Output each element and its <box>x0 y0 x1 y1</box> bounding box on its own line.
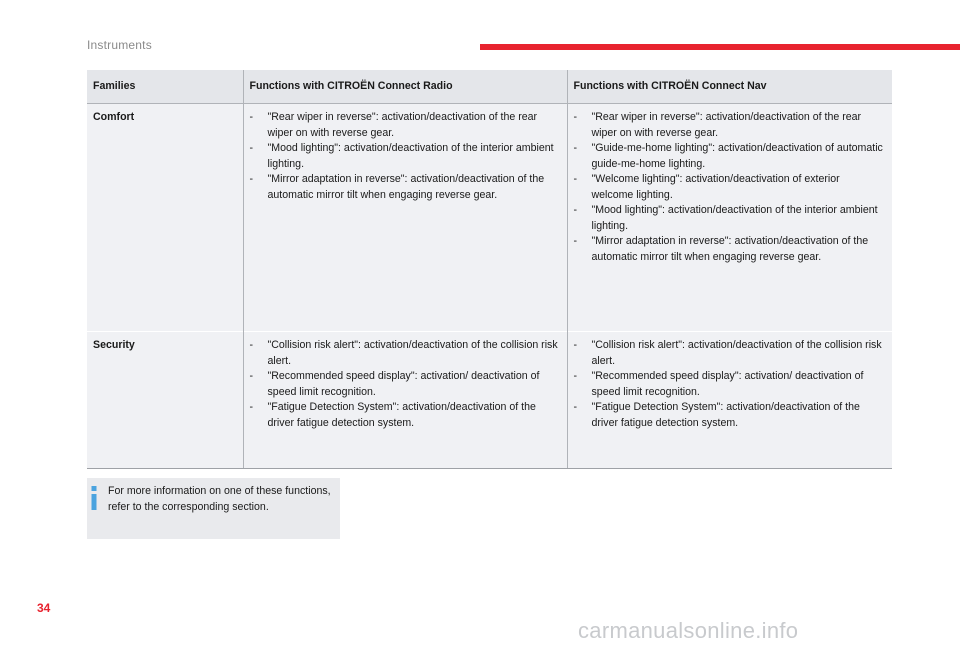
family-cell: Comfort <box>87 104 243 332</box>
list-item <box>574 110 885 141</box>
dash-marker: - <box>573 339 578 351</box>
item-text: "Fatigue Detection System": activation/deactivation of the driver fatigue detection system. <box>267 401 536 429</box>
section-title: Instruments <box>87 38 152 52</box>
list-item <box>574 203 885 234</box>
watermark: carmanualsonline.info <box>578 618 799 643</box>
list-item <box>574 234 885 265</box>
item-text: "Collision risk alert": activation/deactivation of the collision risk alert. <box>267 339 558 367</box>
dash-marker: - <box>573 401 578 413</box>
dash-marker: - <box>249 111 254 123</box>
info-note <box>87 478 340 539</box>
accent-bar <box>480 44 960 50</box>
item-text: "Fatigue Detection System": activation/deactivation of the driver fatigue detection system. <box>591 401 860 429</box>
dash-marker: - <box>573 173 578 185</box>
note-text: For more information on one of these functions, refer to the corresponding section. <box>108 485 331 513</box>
radio-functions-cell <box>243 104 567 332</box>
list-item <box>250 400 559 431</box>
list-item <box>574 338 885 369</box>
function-list <box>574 338 885 431</box>
table-header-row <box>87 70 892 104</box>
item-text: "Recommended speed display": activation/ deactivation of speed limit recognition. <box>267 370 540 398</box>
list-item <box>574 400 885 431</box>
list-item <box>250 369 559 400</box>
header-connect-radio: Functions with CITROËN Connect Radio <box>243 70 567 104</box>
family-cell: Security <box>87 332 243 469</box>
functions-table <box>87 70 892 469</box>
item-text: "Recommended speed display": activation/ deactivation of speed limit recognition. <box>591 370 864 398</box>
item-text: "Welcome lighting": activation/deactivation of exterior welcome lighting. <box>591 173 840 201</box>
dash-marker: - <box>249 173 254 185</box>
list-item <box>574 141 885 172</box>
nav-functions-cell <box>567 104 892 332</box>
dash-marker: - <box>249 339 254 351</box>
header-connect-nav: Functions with CITROËN Connect Nav <box>567 70 892 104</box>
dash-marker: - <box>573 370 578 382</box>
item-text: "Mirror adaptation in reverse": activation/deactivation of the automatic mirror tilt when engaging reverse gear. <box>267 173 545 201</box>
list-item <box>574 172 885 203</box>
page-number: 34 <box>37 601 51 615</box>
dash-marker: - <box>573 204 578 216</box>
header-families: Families <box>87 70 243 104</box>
function-list <box>250 110 559 203</box>
item-text: "Guide-me-home lighting": activation/deactivation of automatic guide-me-home lighting. <box>591 142 883 170</box>
item-text: "Mood lighting": activation/deactivation of the interior ambient lighting. <box>591 204 878 232</box>
radio-functions-cell <box>243 332 567 469</box>
dash-marker: - <box>249 370 254 382</box>
info-icon <box>90 486 98 510</box>
table-row-comfort <box>87 104 892 332</box>
dash-marker: - <box>249 401 254 413</box>
table-row-security <box>87 332 892 469</box>
list-item <box>574 369 885 400</box>
function-list <box>250 338 559 431</box>
list-item <box>250 110 559 141</box>
dash-marker: - <box>573 111 578 123</box>
dash-marker: - <box>249 142 254 154</box>
dash-marker: - <box>573 142 578 154</box>
item-text: "Mirror adaptation in reverse": activation/deactivation of the automatic mirror tilt when engaging reverse gear. <box>591 235 869 263</box>
nav-functions-cell <box>567 332 892 469</box>
function-list <box>574 110 885 265</box>
list-item <box>250 338 559 369</box>
list-item <box>250 141 559 172</box>
item-text: "Mood lighting": activation/deactivation of the interior ambient lighting. <box>267 142 554 170</box>
dash-marker: - <box>573 235 578 247</box>
item-text: "Collision risk alert": activation/deactivation of the collision risk alert. <box>591 339 882 367</box>
item-text: "Rear wiper in reverse": activation/deactivation of the rear wiper on with reverse gear. <box>267 111 538 139</box>
item-text: "Rear wiper in reverse": activation/deactivation of the rear wiper on with reverse gear. <box>591 111 862 139</box>
list-item <box>250 172 559 203</box>
